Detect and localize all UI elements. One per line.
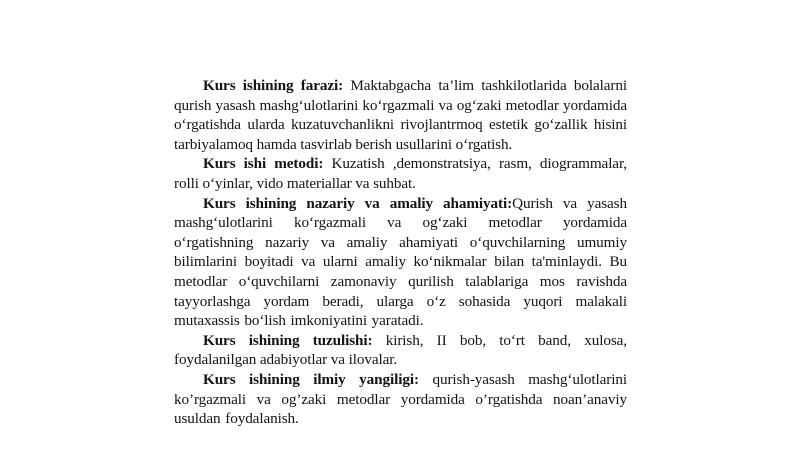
paragraph-term: Kurs ishining ilmiy yangiligi:: [203, 370, 419, 388]
paragraph-term: Kurs ishi metodi:: [203, 155, 324, 173]
document-body: [174, 76, 627, 429]
paragraph-method: [174, 154, 627, 193]
paragraph-significance: [174, 194, 627, 331]
paragraph-text: Qurish va yasash mashg‘ulotlarini ko‘rgazmali va og‘zaki metodlar yordamida o‘rgatishning nazariy va amaliy ahamiyati o‘quvchilarning umumiy bilimlarini boyitadi va ularni amaliy ko‘nikmalar bilan ta'minlaydi. Bu metodlar o‘quvchilarni zamonaviy qurilish talablariga mos ravishda tayyorlashga yordam beradi, ularga o‘z sohasida yuqori malakali mutaxassis bo‘lish imkoniyatini yaratadi.: [174, 194, 627, 330]
paragraph-hypothesis: [174, 76, 627, 154]
paragraph-text: Kuzatish ,demonstratsiya, rasm, diogrammalar, rolli o‘yinlar, vido materiallar va suhbat.: [174, 155, 627, 192]
paragraph-text: Maktabgacha ta’lim tashkilotlarida bolalarni qurish yasash mashg‘ulotlarini ko‘rgazmali va og‘zaki metodlar yordamida o‘rgatishda ularda kuzatuvchanlikni rivojlantrmoq estetik go‘zallik hisini tarbiyalamoq hamda tasvirlab berish usullarini o‘rgatish.: [174, 77, 628, 153]
paragraph-structure: [174, 331, 627, 370]
paragraph-novelty: [174, 370, 627, 429]
paragraph-term: Kurs ishining farazi:: [203, 77, 344, 94]
paragraph-term: Kurs ishining tuzulishi:: [203, 331, 373, 349]
paragraph-text: kirish, II bob, to‘rt band, xulosa, foydalanilgan adabiyotlar va ilovalar.: [174, 331, 627, 369]
paragraph-term: Kurs ishining nazariy va amaliy ahamiyati:: [203, 194, 513, 212]
paragraph-text: qurish-yasash mashg‘ulotlarini ko’rgazmali va og’zaki metodlar yordamida o’rgatishda noan’anaviy usuldan foydalanish.: [174, 370, 628, 428]
